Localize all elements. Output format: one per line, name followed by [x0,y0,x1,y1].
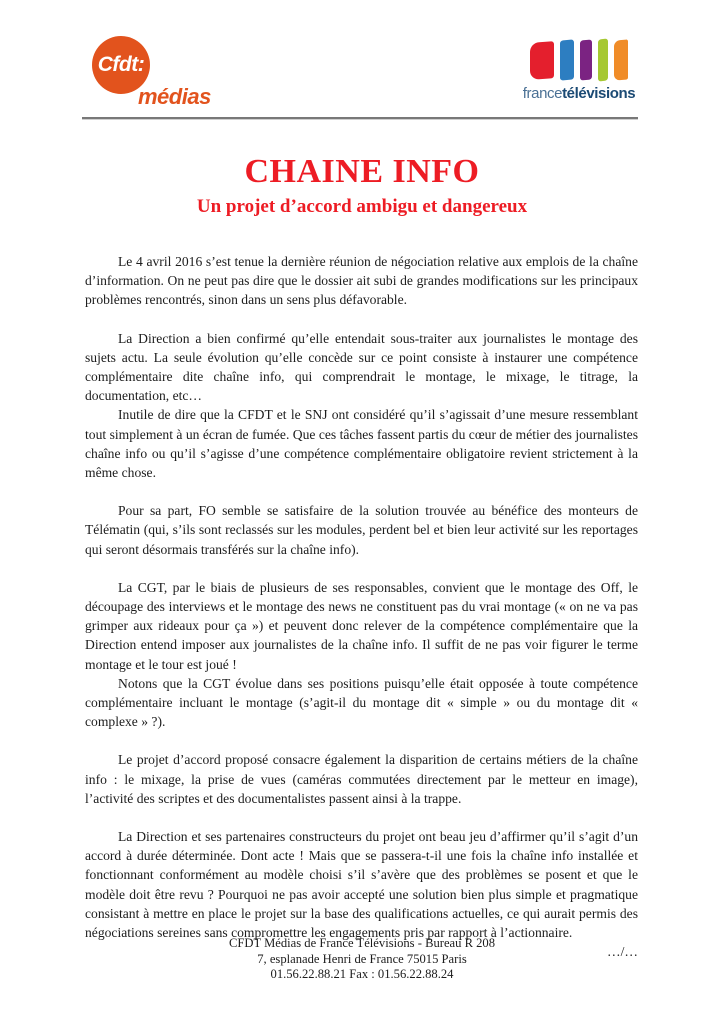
ftv-logo-bar [530,41,554,80]
document-subtitle: Un projet d’accord ambigu et dangereux [196,196,528,217]
paragraph: La Direction a bien confirmé qu’elle entendait sous-traiter aux journalistes le montage des sujets actu. La seule évolution qu’elle concède sur ce point consiste à instaurer une compétence complémentaire dite chaîne info, qui comprendrait le montage, le mixage, le titrage, la documentation, etc… [85,330,638,404]
ftv-logo-bar [598,38,608,81]
document-title: CHAINE INFO [244,153,480,190]
ftv-logo-bar [560,39,574,80]
paragraph: Notons que la CGT évolue dans ses positions puisqu’elle était opposée à toute compétence complémentaire incluant le montage (s’agit-il du montage dit « simple » ou du montage dit « complexe » ?). [85,675,638,730]
footer-line-address1: CFDT Médias de France Télévisions - Bureau R 208 [228,936,496,950]
paragraph: La Direction et ses partenaires constructeurs du projet ont beau jeu d’affirmer qu’il s’agit d’un accord à durée déterminée. Dont acte ! Mais que se passera-t-il une fois la chaîne info installée et fonctionnant conformément au modèle choisi s’il s’avère que des problèmes se posent et que le modèle doit être revu ? Pourquoi ne pas avoir accepté une solution bien plus simple et pragmatique consistant à mettre en place le projet sur la base des qualifications actuelles, ce qui aurait permis des négociations sereines sans compromettre les engagements pris par rapport à l’actionnaire. [85,829,638,941]
document-footer [0,936,724,983]
footer-line-address2: 7, esplanade Henri de France 75015 Paris [257,951,467,966]
paragraph: La CGT, par le biais de plusieurs de ses responsables, convient que le montage des Off, le découpage des interviews et le montage des news ne constituent pas du vrai montage (« on ne va pas grimper aux rideaux pour ça ») et peuvent donc relever de la compétence complémentaire que la Direction entend imposer aux journalistes de la chaîne info. Il suffit de ne pas voir figurer le terme montage et le tour est joué ! [85,579,638,672]
paragraph: Le 4 avril 2016 s’est tenue la dernière réunion de négociation relative aux emplois de la chaîne d’information. On ne peut pas dire que le dossier ait subi de grandes modifications sur les principaux problèmes rencontrés, sinon dans un sens plus défavorable. [85,254,638,308]
ftv-logo-wordmark [518,85,640,102]
document-body [85,252,638,962]
cfdt-medias-logo [92,36,222,112]
footer-line-phone: 01.56.22.88.21 Fax : 01.56.22.88.24 [270,967,454,982]
paragraph: Le projet d’accord proposé consacre également la disparition de certains métiers de la chaîne info : le mixage, la prise de vues (caméras commutées directement par le metteur en image), l’activité des scriptes et des documentalistes passent ainsi à la trappe. [85,752,638,806]
ftv-text-france: france [522,85,563,102]
france-televisions-logo [518,38,640,102]
header-divider [82,117,638,119]
paragraph: Pour sa part, FO semble se satisfaire de la solution trouvée au bénéfice des monteurs de Télématin (qui, s’ils sont reclassés sur les modules, perdent bel et bien leur activité sur les reportages qui seront désormais transférés sur la chaîne info). [85,503,638,557]
paragraph: Inutile de dire que la CFDT et le SNJ ont considéré qu’il s’agissait d’une mesure ressemblant tout simplement à un écran de fumée. Que ces tâches fassent partis du cœur de métier des journalistes chaîne info ou qu’il s’agisse d’une compétence complémentaire obligatoire revient strictement à la même chose. [85,407,638,481]
title-block [0,153,724,218]
ftv-text-televisions: télévisions [562,85,636,102]
continuation-mark: …/… [607,944,638,960]
ftv-logo-bar [580,39,592,80]
cfdt-logo-medias: médias [138,84,211,109]
ftv-logo-bars [518,38,640,82]
ftv-logo-bar [614,39,628,80]
cfdt-logo-text: Cfdt: [97,53,145,76]
